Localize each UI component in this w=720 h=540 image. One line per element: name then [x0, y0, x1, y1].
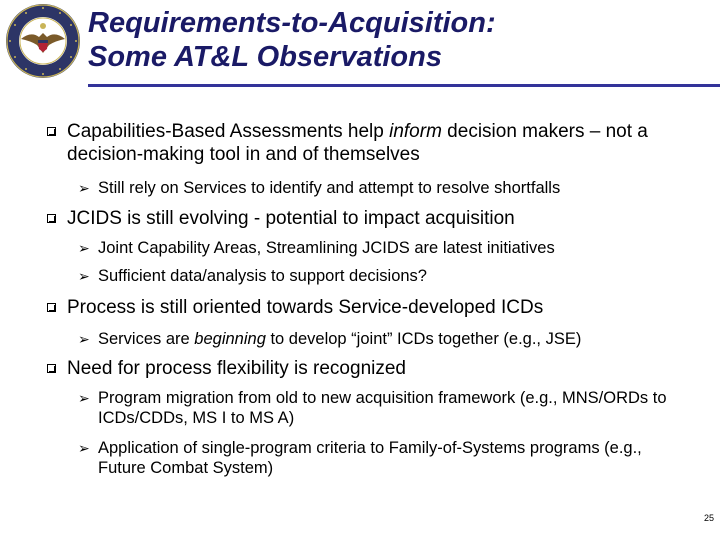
bullet-2-text: JCIDS is still evolving - potential to impact acquisition — [67, 208, 515, 229]
checkbox-bullet-icon — [47, 303, 56, 312]
checkbox-bullet-icon — [47, 364, 56, 373]
bullet-2-sub-2-text: Sufficient data/analysis to support decisions? — [98, 267, 427, 285]
dod-seal-logo — [5, 3, 81, 79]
bullet-4-sub-1-text: Program migration from old to new acquisition framework (e.g., MNS/ORDs to ICDs/CDDs, MS I to MS A) — [98, 389, 667, 427]
arrow-bullet-icon: ➢ — [78, 180, 90, 196]
checkbox-bullet-icon — [47, 127, 56, 136]
slide-title-line-1: Requirements-to-Acquisition: — [88, 7, 496, 39]
checkbox-bullet-icon — [47, 214, 56, 223]
bullet-4-text: Need for process flexibility is recognized — [67, 358, 406, 379]
arrow-bullet-icon: ➢ — [78, 268, 90, 284]
slide-title — [88, 6, 496, 74]
bullet-4-sub-2-text: Application of single-program criteria to Family-of-Systems programs (e.g., Future Combat System) — [98, 439, 642, 477]
page-number: 25 — [703, 513, 714, 523]
arrow-bullet-icon: ➢ — [78, 390, 90, 406]
bullet-1-text: Capabilities-Based Assessments help inform decision makers – not a decision-making tool in and of themselves — [67, 121, 648, 165]
title-divider — [88, 84, 720, 87]
slide-title-line-2: Some AT&L Observations — [88, 41, 442, 73]
bullet-3-sub-1-text: Services are beginning to develop “joint” ICDs together (e.g., JSE) — [98, 330, 582, 348]
arrow-bullet-icon: ➢ — [78, 240, 90, 256]
arrow-bullet-icon: ➢ — [78, 331, 90, 347]
bullet-2-sub-1-text: Joint Capability Areas, Streamlining JCIDS are latest initiatives — [98, 239, 555, 257]
arrow-bullet-icon: ➢ — [78, 440, 90, 456]
bullet-1-sub-1-text: Still rely on Services to identify and attempt to resolve shortfalls — [98, 179, 561, 197]
bullet-3-text: Process is still oriented towards Service-developed ICDs — [67, 297, 544, 318]
